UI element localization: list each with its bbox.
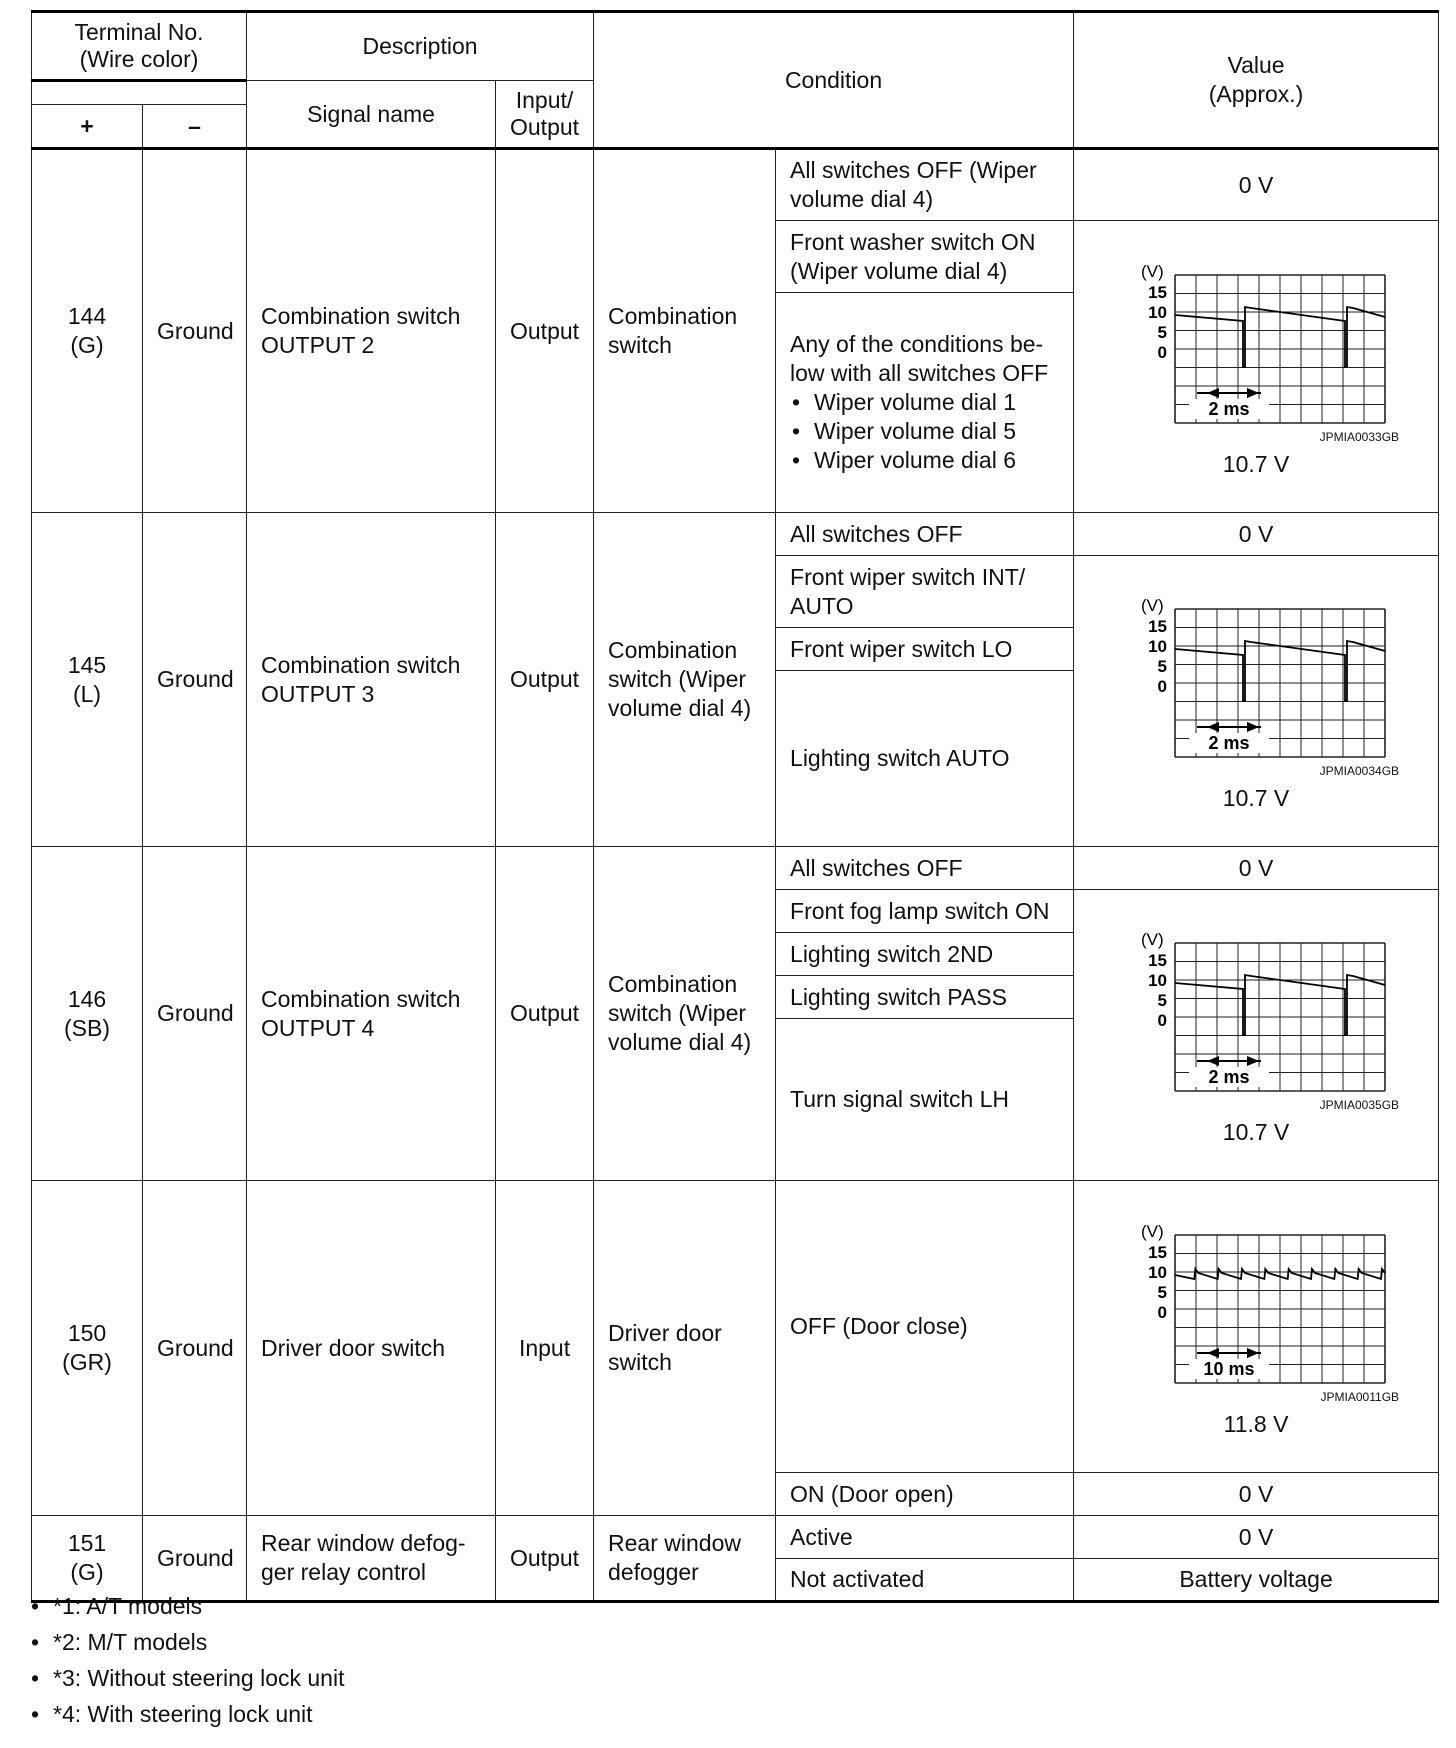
tick-label: 10 [1148, 971, 1168, 990]
header-terminal-label: Terminal No. [74, 19, 204, 45]
waveform-cell [1074, 1181, 1439, 1473]
tick-label: 0 [1157, 342, 1168, 362]
waveform-cell [1074, 221, 1439, 513]
header-condition: Condition [594, 12, 1074, 149]
wire-color: (SB) [64, 1014, 110, 1041]
condition-group-cell: Rear window defogger [594, 1516, 776, 1602]
wire-color: (G) [70, 1559, 104, 1585]
tick-label: 5 [1157, 322, 1168, 342]
tick-label: 5 [1157, 1282, 1168, 1302]
signal-name-cell: Combination switch OUTPUT 4 [247, 847, 496, 1181]
waveform [1111, 923, 1401, 1147]
footnotes [31, 1588, 931, 1732]
axis-unit: (V) [1141, 261, 1164, 281]
arrow-head [1247, 1056, 1259, 1066]
header-value [1074, 12, 1439, 149]
waveform-value: 10.7 V [1222, 785, 1290, 811]
header-value-label: Value [1227, 52, 1285, 78]
signal-name-cell: Driver door switch [247, 1181, 496, 1516]
tick-label: 10 [1148, 1262, 1168, 1282]
header-terminal-no [32, 12, 247, 81]
value-cell: 0 V [1074, 149, 1439, 221]
figure-code: JPMIA0034GB [1319, 764, 1400, 778]
condition-bullet: • Wiper volume dial 6 [790, 446, 1059, 475]
header-spacer [32, 81, 247, 105]
condition-cell: OFF (Door close) [776, 1181, 1074, 1473]
waveform-cell [1074, 890, 1439, 1181]
terminal-spec-table [31, 10, 1439, 1603]
arrow-head [1207, 388, 1219, 398]
condition-cell: All switches OFF [776, 513, 1074, 556]
waveform-value: 10.7 V [1222, 450, 1290, 477]
terminal-number: 146 [67, 985, 107, 1012]
terminal-cell [32, 1181, 143, 1516]
tick-label: 5 [1157, 657, 1168, 676]
figure-code: JPMIA0033GB [1319, 429, 1400, 444]
waveform [1111, 1215, 1401, 1439]
tick-label: 15 [1148, 1242, 1168, 1262]
footnote: • *3: Without steering lock unit [31, 1660, 931, 1696]
waveform-cell [1074, 556, 1439, 847]
ground-cell: Ground [143, 513, 247, 847]
condition-cell: Front wiper switch LO [776, 628, 1074, 671]
io-cell: Input [496, 1181, 594, 1516]
terminal-number: 150 [67, 1320, 107, 1346]
arrow-head [1247, 722, 1259, 732]
condition-cell: All switches OFF (Wiper volume dial 4) [776, 149, 1074, 221]
tick-label: 0 [1157, 677, 1168, 696]
oscilloscope-graph [1111, 255, 1401, 425]
signal-name-cell: Combination switch OUTPUT 3 [247, 513, 496, 847]
signal-name-cell: Rear window defog- ger relay control [247, 1516, 496, 1602]
condition-cell: Front washer switch ON (Wiper volume dial 4) [776, 221, 1074, 293]
arrow-head [1207, 1348, 1219, 1358]
condition-text: Any of the conditions be- low with all switches OFF [790, 331, 1049, 386]
io-cell: Output [496, 513, 594, 847]
axis-unit: (V) [1141, 596, 1164, 615]
wire-color: (L) [72, 680, 102, 707]
value-cell: 0 V [1074, 847, 1439, 890]
time-division-label: 2 ms [1208, 398, 1250, 419]
tick-label: 0 [1157, 1302, 1168, 1322]
ground-cell: Ground [143, 847, 247, 1181]
terminal-cell [32, 847, 143, 1181]
condition-group-cell: Combination switch (Wiper volume dial 4) [594, 847, 776, 1181]
header-input-output: Input/ Output [496, 81, 594, 149]
ground-cell: Ground [143, 1516, 247, 1602]
condition-group-cell: Driver door switch [594, 1181, 776, 1516]
header-plus: + [32, 105, 143, 149]
footnote: • *2: M/T models [31, 1624, 931, 1660]
condition-group-cell: Combination switch [594, 149, 776, 513]
condition-group-cell: Combination switch (Wiper volume dial 4) [594, 513, 776, 847]
value-cell: 0 V [1074, 1516, 1439, 1559]
time-division-label: 10 ms [1203, 1358, 1255, 1379]
footnote: • *4: With steering lock unit [31, 1696, 931, 1732]
oscilloscope-graph [1111, 589, 1401, 759]
figure-code: JPMIA0011GB [1320, 1389, 1400, 1404]
tick-label: 15 [1148, 617, 1168, 636]
tick-label: 5 [1157, 991, 1168, 1010]
tick-label: 10 [1148, 302, 1168, 322]
arrow-head [1207, 1056, 1219, 1066]
arrow-head [1207, 722, 1219, 732]
time-division-label: 2 ms [1208, 733, 1250, 753]
signal-name-cell: Combination switch OUTPUT 2 [247, 149, 496, 513]
terminal-number: 145 [67, 651, 107, 678]
condition-cell: Turn signal switch LH [776, 1019, 1074, 1181]
condition-cell: Lighting switch 2ND [776, 933, 1074, 976]
condition-bullet: • Wiper volume dial 5 [790, 417, 1059, 446]
condition-cell: ON (Door open) [776, 1473, 1074, 1516]
header-signal-name: Signal name [247, 81, 496, 149]
tick-label: 15 [1148, 951, 1168, 970]
condition-cell [776, 293, 1074, 513]
waveform-value: 11.8 V [1223, 1410, 1289, 1437]
axis-unit: (V) [1141, 930, 1164, 949]
io-cell: Output [496, 1516, 594, 1602]
time-division-label: 2 ms [1208, 1067, 1250, 1087]
waveform [1111, 255, 1401, 479]
header-description: Description [247, 12, 594, 81]
condition-cell: Lighting switch PASS [776, 976, 1074, 1019]
tick-label: 0 [1157, 1011, 1168, 1030]
arrow-head [1247, 388, 1259, 398]
io-cell: Output [496, 149, 594, 513]
terminal-number: 144 [67, 303, 107, 329]
waveform [1111, 589, 1401, 813]
oscilloscope-graph [1111, 923, 1401, 1093]
condition-cell: Front wiper switch INT/ AUTO [776, 556, 1074, 628]
waveform-value: 10.7 V [1222, 1119, 1290, 1145]
terminal-cell [32, 149, 143, 513]
arrow-head [1247, 1348, 1259, 1358]
condition-cell: Not activated [776, 1559, 1074, 1602]
tick-label: 15 [1148, 282, 1168, 302]
condition-cell: Front fog lamp switch ON [776, 890, 1074, 933]
figure-code: JPMIA0035GB [1319, 1098, 1400, 1112]
axis-unit: (V) [1141, 1221, 1164, 1241]
value-cell: Battery voltage [1074, 1559, 1439, 1602]
ground-cell: Ground [143, 1181, 247, 1516]
condition-cell: All switches OFF [776, 847, 1074, 890]
wire-color: (G) [70, 332, 104, 358]
condition-bullet: • Wiper volume dial 1 [790, 388, 1059, 417]
terminal-cell [32, 513, 143, 847]
ground-cell: Ground [143, 149, 247, 513]
condition-cell: Lighting switch AUTO [776, 671, 1074, 847]
wire-color: (GR) [62, 1349, 112, 1375]
header-approx: (Approx.) [1208, 81, 1304, 107]
condition-cell: Active [776, 1516, 1074, 1559]
value-cell: 0 V [1074, 1473, 1439, 1516]
header-wire-color: (Wire color) [79, 46, 199, 72]
io-cell: Output [496, 847, 594, 1181]
tick-label: 10 [1148, 637, 1168, 656]
terminal-number: 151 [67, 1530, 107, 1556]
value-cell: 0 V [1074, 513, 1439, 556]
header-minus: – [143, 105, 247, 149]
oscilloscope-graph [1111, 1215, 1401, 1385]
footnote: • *1: A/T models [31, 1588, 931, 1624]
